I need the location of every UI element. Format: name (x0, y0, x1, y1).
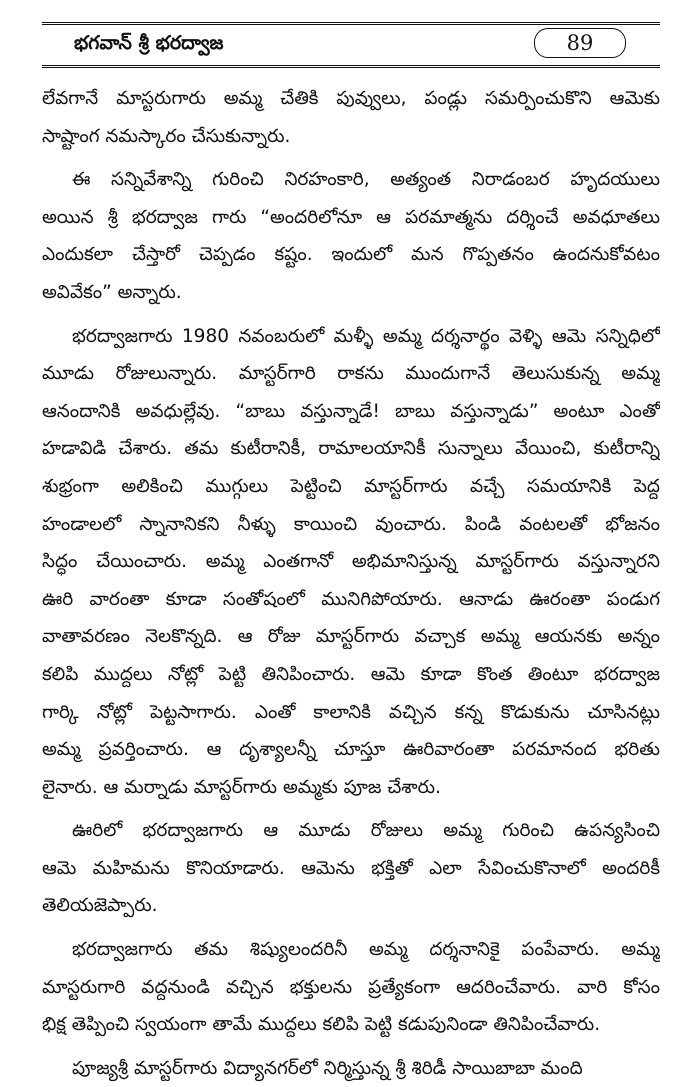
text-line: హండాలలో స్నానానికని నీళ్ళు కాయించి వుంచారు. పిండి వంటలతో భోజనం (42, 513, 660, 535)
paragraph (42, 318, 660, 807)
text-line: లైనారు. ఆ మర్నాడు మాస్టర్‌గారు అమ్మకు పూజ చేశారు. (42, 776, 441, 798)
text-line: ఆనందానికి అవధుల్లేవు. “బాబు వస్తున్నాడే! బాబు వస్తున్నాడు” అంటూ ఎంతో (42, 400, 660, 422)
text-line: అవివేకం” అన్నారు. (42, 281, 182, 303)
paragraph (42, 1050, 660, 1087)
text-line: భిక్ష తెప్పించి స్వయంగా తామే ముద్దలు కలిపి పెట్టి కడుపునిండా తినిపించేవారు. (42, 1014, 601, 1036)
text-line: ఊరిలో భరద్వాజగారు ఆ మూడు రోజులు అమ్మ గురించి ఉపన్యసించి (72, 820, 660, 842)
text-line: అయిన శ్రీ భరద్వాజ గారు “అందరిలోనూ ఆ పరమాత్మను దర్శించే అవధూతలు (42, 206, 660, 228)
text-line: ఈ సన్నివేశాన్ని గురించి నిరహంకారి, అత్యంత నిరాడంబర హృదయులు (72, 169, 660, 191)
running-header-title: భగవాన్ శ్రీ భరద్వాజ (74, 32, 224, 54)
text-line: వాతావరణం నెలకొన్నది. ఆ రోజు మాస్టర్‌గారు వచ్చాక అమ్మ ఆయనకు అన్నం (42, 626, 660, 648)
paragraph (42, 812, 660, 925)
text-line: తెలియజెప్పారు. (42, 895, 158, 917)
paragraph (42, 161, 660, 311)
paragraph (42, 931, 660, 1044)
text-line: శుభ్రంగా అలికించి ముగ్గులు పెట్టించి మాస్టర్‌గారు వచ్చే సమయానికి పెద్ద (42, 475, 660, 497)
body-text (42, 80, 660, 1087)
text-line: పూజ్యశ్రీ మాస్టర్‌గారు విద్యానగర్‌లో నిర్మిస్తున్న శ్రీ శిరిడీ సాయిబాబా మంది (72, 1057, 583, 1079)
text-line: సిద్ధం చేయించారు. అమ్మ ఎంతగానో అభిమానిస్తున్న మాస్టర్‌గారు వస్తున్నారని (42, 551, 660, 573)
text-line: ఎందుకలా చేస్తారో చెప్పడం కష్టం. ఇందులో మన గొప్పతనం ఉందనుకోవటం (42, 244, 660, 266)
text-line: భరద్వాజగారు 1980 నవంబరులో మళ్ళీ అమ్మ దర్శనార్థం వెళ్ళి ఆమె సన్నిధిలో (72, 325, 660, 347)
text-line: మాస్టరుగారి వద్దనుండి వచ్చిన భక్తులను ప్రత్యేకంగా ఆదరించేవారు. వారి కోసం (42, 976, 660, 998)
page-number: 89 (566, 31, 594, 55)
text-line: భరద్వాజగారు తమ శిష్యులందరినీ అమ్మ దర్శనానికై పంపేవారు. అమ్మ (72, 939, 660, 961)
text-line: సాష్టాంగ నమస్కారం చేసుకున్నారు. (42, 125, 291, 147)
text-line: హడావిడి చేశారు. తమ కుటీరానికీ, రామాలయానికీ సున్నాలు వేయించి, కుటీరాన్ని (42, 438, 660, 460)
text-line: ఆమె మహిమను కొనియాడారు. ఆమెను భక్తితో ఎలా సేవించుకొనాలో అందరికీ (42, 857, 660, 879)
text-line: మూడు రోజులున్నారు. మాస్టర్‌గారి రాకను ముందుగానే తెలుసుకున్న అమ్మ (42, 363, 660, 385)
text-line: లేవగానే మాస్టరుగారు అమ్మ చేతికి పువ్వులు, పండ్లు సమర్పించుకొని ఆమెకు (42, 88, 660, 109)
text-line: కలిపి ముద్దలు నోట్లో పెట్టి తినిపించారు. ఆమె కూడా కొంత తింటూ భరద్వాజ (42, 663, 660, 685)
text-line: గార్కి నోట్లో పెట్టసాగారు. ఎంతో కాలానికి వచ్చిన కన్న కొడుకును చూసినట్లు (42, 701, 660, 723)
running-header (42, 22, 660, 68)
paragraph (42, 80, 660, 155)
text-line: ఊరి వారంతా కూడా సంతోషంలో మునిగిపోయారు. ఆనాడు ఊరంతా పండుగ (42, 588, 660, 610)
page-number-badge (534, 28, 626, 58)
text-line: అమ్మ ప్రవర్తించారు. ఆ దృశ్యాలన్నీ చూస్తూ ఊరివారంతా పరమానంద భరితు (42, 739, 660, 761)
